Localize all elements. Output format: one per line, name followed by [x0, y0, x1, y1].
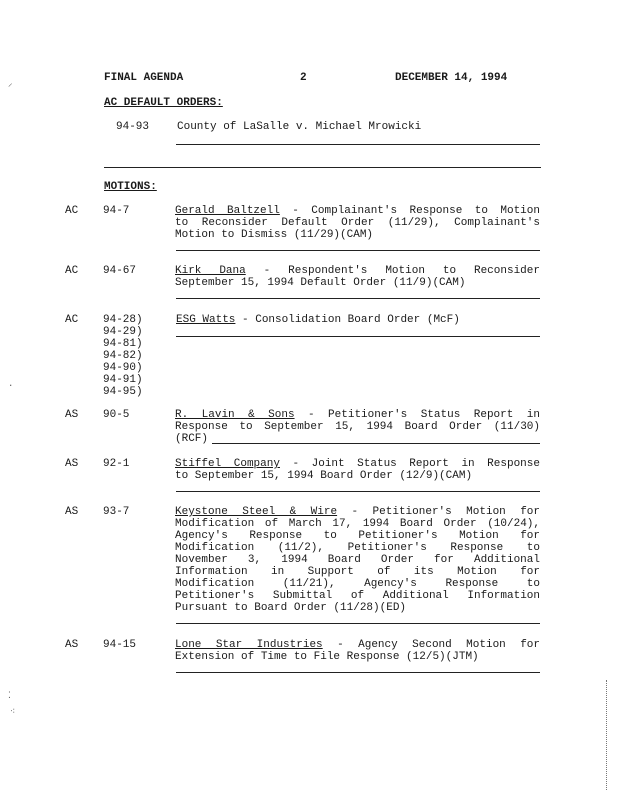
party-name: Keystone Steel & Wire [175, 506, 338, 518]
agenda-date: DECEMBER 14, 1994 [395, 72, 508, 84]
motion-text-line: September 15, 1994 Default Order (11/9)(CAM) [175, 277, 466, 289]
motion-code: AS [65, 409, 79, 421]
party-name: ESG Watts [176, 314, 236, 326]
scan-artifact: ⁖ [10, 707, 16, 717]
party-name: Gerald Baltzell [175, 205, 280, 217]
motion-entry [175, 205, 540, 241]
motion-text-line: - Petitioner's Motion for [337, 506, 540, 518]
motion-code: AC [65, 265, 79, 277]
motion-number: 94-90) [103, 362, 143, 374]
motion-entry [175, 639, 540, 663]
motion-text-line: (RCF) [175, 433, 209, 445]
motion-number: 90-5 [103, 409, 130, 421]
motion-code: AC [65, 314, 79, 326]
motion-text-line: - Consolidation Board Order (McF) [235, 314, 460, 326]
divider [176, 672, 540, 673]
scan-artifact: · [8, 381, 14, 391]
motion-number: 93-7 [103, 506, 130, 518]
motion-text-line: Motion to Dismiss (11/29)(CAM) [175, 229, 374, 241]
motion-code: AC [65, 205, 79, 217]
motion-text-line: - Petitioner's Status Report in [294, 409, 540, 421]
divider [176, 144, 540, 145]
motion-code: AS [65, 506, 79, 518]
divider [176, 623, 540, 624]
default-orders-heading: AC DEFAULT ORDERS: [104, 97, 223, 109]
motion-number-list [103, 314, 143, 398]
party-name: Kirk Dana [175, 265, 246, 277]
divider [176, 491, 540, 492]
motion-number: 94-91) [103, 374, 143, 386]
divider [176, 298, 540, 299]
default-order-number: 94-93 [116, 121, 150, 133]
party-name: R. Lavin & Sons [175, 409, 295, 421]
motion-number: 94-29) [103, 326, 143, 338]
motion-text-line: to Reconsider Default Order (11/29), Complainant's [175, 217, 540, 229]
motion-code: AS [65, 458, 79, 470]
party-name: Lone Star Industries [175, 639, 323, 651]
divider [176, 250, 540, 251]
party-name: Stiffel Company [175, 458, 280, 470]
divider [176, 336, 540, 337]
motion-text-line: - Respondent's Motion to Reconsider [245, 265, 540, 277]
divider [212, 443, 540, 444]
motion-number: 94-7 [103, 205, 130, 217]
motion-entry [175, 506, 540, 614]
motions-heading: MOTIONS: [104, 181, 157, 193]
motion-entry [176, 314, 460, 326]
motion-number: 94-67 [103, 265, 137, 277]
motion-number: 94-95) [103, 386, 143, 398]
motion-number: 94-82) [103, 350, 143, 362]
motion-text-line: Pursuant to Board Order (11/28)(ED) [175, 602, 407, 614]
page-number: 2 [300, 72, 307, 84]
motion-text-line: - Complainant's Response to Motion [279, 205, 540, 217]
motion-number: 94-81) [103, 338, 143, 350]
motion-entry [175, 409, 540, 445]
divider [104, 167, 541, 168]
motion-number: 92-1 [103, 458, 130, 470]
motion-text-line: November 3, 1994 Board Order for Additional [175, 554, 540, 566]
motion-text-line: to September 15, 1994 Board Order (12/9)(CAM) [175, 470, 473, 482]
motion-entry [175, 458, 540, 482]
motion-entry [175, 265, 540, 289]
motion-text-line: - Joint Status Report in Response [279, 458, 540, 470]
motion-text-line: Extension of Time to File Response (12/5)(JTM) [175, 651, 479, 663]
motion-code: AS [65, 639, 79, 651]
motion-text-line: Modification of March 17, 1994 Board Order (10/24), [175, 518, 540, 530]
motion-text-line: Agency's Response to Petitioner's Motion for [175, 530, 540, 542]
motion-text-line: Modification (11/2), Petitioner's Response to [175, 542, 540, 554]
motion-number: 94-28) [103, 314, 143, 326]
agenda-title: FINAL AGENDA [104, 72, 184, 84]
motion-text-line: Modification (11/21), Agency's Response to [175, 578, 540, 590]
motion-text-line: Petitioner's Submittal of Additional Information [175, 590, 540, 602]
scan-artifact: ⁚ [8, 691, 11, 701]
default-order-text: County of LaSalle v. Michael Mrowicki [177, 121, 422, 133]
scan-artifact: ⸝ [8, 79, 13, 89]
motion-text-line: Response to September 15, 1994 Board Order (11/30) [175, 421, 540, 433]
motion-number: 94-15 [103, 639, 137, 651]
scan-edge-line [606, 680, 608, 790]
motion-text-line: Information in Support of its Motion for [175, 566, 540, 578]
motion-text-line: - Agency Second Motion for [322, 639, 540, 651]
